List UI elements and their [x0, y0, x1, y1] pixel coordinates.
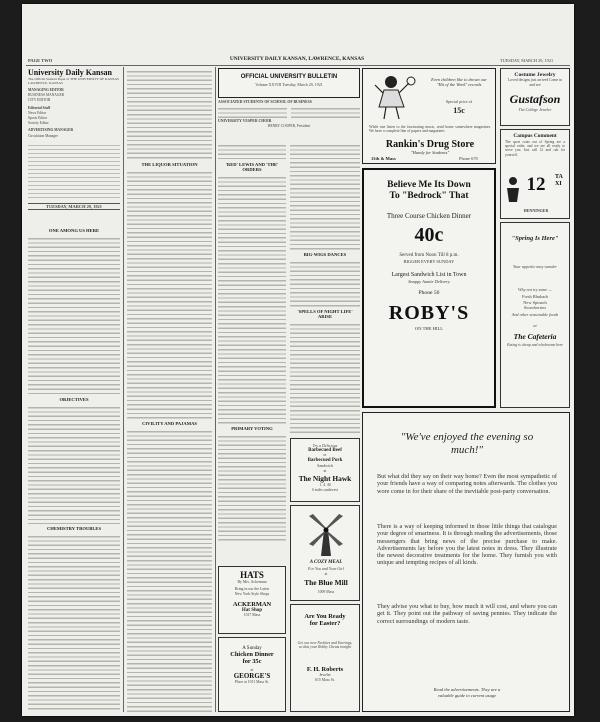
- nighthawk-foot: 6 miles southwest: [312, 488, 338, 493]
- cafeteria-title: "Spring Is Here": [511, 235, 559, 242]
- masthead: [28, 68, 120, 210]
- robys-delivery: Snappy Auntie Delivery: [408, 279, 450, 284]
- taxi-number: 12: [526, 174, 546, 195]
- rankins-tagline: "Handy for Students": [410, 150, 450, 155]
- taxi-ad: [500, 129, 570, 219]
- notice-footer: Read the advertisements. They are a: [433, 687, 501, 692]
- rankins-name: Rankin's Drug Store: [385, 139, 475, 150]
- girl-illustration-icon: [371, 73, 417, 123]
- cafeteria-foot: Eating is cheap and wholesome here: [507, 343, 563, 348]
- page-number: PAGE TWO: [28, 58, 53, 63]
- robys-line-2: To "Bedrock" That: [389, 191, 469, 201]
- nighthawk-line: at: [323, 468, 327, 473]
- editorial-date: TUESDAY, MARCH 29, 1921: [28, 203, 120, 210]
- editorial-heading: ONE AMONG US HERE: [48, 228, 100, 233]
- editorial-heading: BIG-WIGS DANCES: [303, 252, 347, 257]
- editorial-heading: THE LIQUOR SITUATION: [141, 162, 198, 167]
- staff-listing-block: [28, 142, 120, 200]
- robys-dinner: Three Course Chicken Dinner: [386, 212, 472, 220]
- cafeteria-text: Your appetite may wander: [513, 264, 557, 269]
- gustafson-sub: Loved designs just arrived Come in and see: [507, 78, 563, 88]
- notice-quote: "We've enjoyed the evening so much!": [400, 431, 534, 456]
- night-hawk-ad: [290, 438, 360, 502]
- windmill-icon: [301, 512, 351, 556]
- staff-line: ADVERTISING MANAGER: [28, 128, 74, 133]
- editorial-heading: OBJECTIVES: [59, 397, 89, 402]
- roberts-trade: Jeweler: [319, 672, 331, 677]
- notice-footer: valuable guide to current usage: [437, 693, 497, 698]
- rankins-special: Special price of: [445, 99, 473, 104]
- rankins-address: 11th & Mass: [371, 156, 396, 161]
- robys-sunday: BIGGER EVERY SUNDAY: [403, 259, 455, 264]
- cafeteria-item: Strawberries: [523, 304, 547, 310]
- georges-line: at: [250, 667, 254, 672]
- gustafson-name: Gustafson: [509, 92, 561, 107]
- robys-phone: Phone 50: [418, 290, 440, 296]
- nighthawk-line: Sandwich: [317, 463, 333, 469]
- issue-date: TUESDAY, MARCH 29, 1921: [500, 58, 554, 63]
- campus-title: Campus Comment: [513, 133, 557, 139]
- bulletin-heading: UNIVERSITY VESPER CHOIR: [218, 119, 272, 124]
- robys-sandwich: Largest Sandwich List in Town: [391, 272, 467, 278]
- hats-title: HATS: [240, 570, 264, 580]
- roberts-ad: [290, 604, 360, 712]
- notice-paragraph: They advise you what to buy, how much it will cost, and where you can get it. They point out the pathway of saving pennies. They indicate the correct surroundings of modern taste.: [377, 603, 557, 625]
- cafeteria-text: And other seasonable foods: [511, 312, 559, 318]
- bulletin-heading: ASSOCIATED STUDENTS OF SCHOOL OF BUSINESS: [218, 100, 312, 104]
- georges-line: Chicken Dinner: [230, 651, 274, 658]
- georges-line: for 35c: [242, 658, 262, 665]
- hats-shop: ACKERMAN: [232, 600, 272, 608]
- taxi-label: TAXI: [555, 174, 563, 187]
- nighthawk-line: Barbecued Pork: [307, 458, 343, 464]
- staff-line: Circulation Manager: [28, 133, 58, 138]
- cafeteria-item: Fresh Rhubarb: [522, 294, 548, 300]
- nighthawk-address: 1. 4. 40: [319, 482, 331, 487]
- column-2-text: [127, 68, 212, 712]
- staff-line: CITY EDITOR: [28, 98, 51, 103]
- campus-body: The sport coats out of Spring are a special order, and we are all ready to serve you. Just call 12 and cab for yourself.: [505, 140, 565, 157]
- running-head: UNIVERSITY DAILY KANSAN, LAWRENCE, KANSAS: [229, 56, 365, 62]
- georges-address: Place at 1011 Mass St.: [234, 680, 270, 685]
- georges-name: GEORGE'S: [233, 672, 271, 681]
- notice-paragraph: But what did they say on their way home? Even the most sympathetic of your friends have a way of comparing notes afterwards. The clothes you wore come in for their share of the inevitable post-party conversation.: [377, 473, 557, 495]
- bluemill-address: 1009 Mass: [317, 590, 335, 594]
- nighthawk-name: The Night Hawk: [298, 473, 352, 483]
- bulletin-volume: Volume XXVIII Tuesday, March 29, 1921: [255, 82, 323, 87]
- hats-line: By Mrs. Ackerman: [237, 580, 267, 584]
- staff-line: News Editor: [28, 110, 47, 115]
- staff-line: Editorial Staff: [28, 105, 51, 110]
- cafeteria-text: Why not try some —: [518, 287, 552, 293]
- georges-ad: [218, 637, 286, 712]
- roberts-text: Get our new Neckties and Earrings, so that your Robby Cheats tonight: [297, 641, 353, 650]
- editorial-heading: 'RED' LEWIS AND 'THE' ORDERS: [225, 162, 279, 172]
- masthead-subtitle: The Official Student Paper of THE UNIVERSITY OF KANSAS LAWRENCE, KANSAS: [28, 77, 119, 85]
- cafeteria-item: New Spinach: [523, 299, 547, 305]
- taxi-company: HENNINGER: [523, 208, 549, 213]
- rankins-phone: Phone 678: [459, 156, 478, 161]
- bluemill-line: at: [324, 572, 328, 576]
- rankins-caption: Even children like to drown our "Hit of the Week" records: [431, 77, 487, 88]
- cafeteria-ad: [500, 222, 570, 408]
- nighthawk-line: or: [323, 453, 327, 458]
- roberts-name: F. H. Roberts: [306, 665, 344, 673]
- cafeteria-name: The Cafeteria: [513, 332, 557, 342]
- masthead-title: University Daily Kansan: [28, 68, 113, 77]
- editorial-heading: CIVILITY AND PAJAMAS: [142, 421, 197, 426]
- staff-line: Society Editor: [28, 121, 49, 126]
- hats-address: 1017 Mass: [243, 612, 261, 617]
- nighthawk-line: Try a Delicious: [312, 443, 338, 448]
- gustafson-ad: [500, 68, 570, 126]
- staff-line: MANAGING EDITOR: [28, 88, 64, 92]
- bulletin-title: OFFICIAL UNIVERSITY BULLETIN: [240, 74, 338, 80]
- nighthawk-line: Barbecued Beef: [308, 448, 342, 454]
- rankins-note: While one listen to the fascinating music, send home somewhere magazines. We have a complete line of papers and magazines: [369, 125, 491, 134]
- hats-ad: [218, 566, 286, 634]
- bulletin-header: [218, 68, 360, 98]
- column-4-text: [290, 142, 360, 434]
- editorial-heading: 'SPELLS OF NIGHT LIFE' ARISE: [297, 309, 353, 319]
- notice-paragraph: There is a way of keeping informed in those little things that catalogue your degree of smartness. It is through reading the advertisements, those messengers that bring news of the precise purchase to make. Advertisements lay before you the latest notes in dress. They illustrate the newest decorative treatments for the home. They furnish you with unique and tempting recipes of all kinds.: [377, 523, 557, 567]
- robys-price: 40c: [414, 224, 444, 246]
- roberts-address: 615 Mass St.: [315, 678, 335, 683]
- editorial-heading: PRIMARY VOTING: [231, 426, 273, 431]
- bluemill-line: For You and Your Girl: [308, 566, 344, 571]
- robys-line-1: Believe Me Its Down: [387, 180, 471, 190]
- gustafson-foot: The College Jeweler: [518, 107, 552, 113]
- rankins-ad: [362, 68, 496, 164]
- bulletin-signature: HENRY COOPER, President: [267, 124, 311, 129]
- bluemill-name: The Blue Mill: [304, 578, 348, 587]
- bulletin-notices: [218, 100, 360, 140]
- robys-name: ROBY'S: [388, 302, 470, 324]
- cafeteria-text: at: [533, 323, 537, 329]
- column-1-text: [28, 226, 120, 710]
- robys-hours: Served from Noon Till 8 p.m.: [399, 253, 459, 258]
- bluemill-line: A COZY MEAL: [309, 560, 343, 565]
- blue-mill-ad: [290, 505, 360, 601]
- gustafson-top: Costume Jewelry: [514, 72, 556, 78]
- roberts-line: Are You Ready: [304, 613, 346, 620]
- staff-line: BUSINESS MANAGER: [28, 93, 65, 98]
- hats-line: Bring in our the Latest: [234, 587, 270, 592]
- staff-line: Sports Editor: [28, 116, 48, 121]
- rankins-price: 15c: [453, 106, 465, 115]
- robys-location: ON THE HILL: [414, 326, 444, 331]
- hats-shop-label: Hat Shop: [241, 607, 263, 613]
- editorial-heading: CHEMISTRY TROUBLES: [46, 526, 102, 531]
- advertising-notice: [362, 412, 570, 712]
- hats-line: New York Style Shops: [234, 592, 270, 597]
- newspaper-page: [22, 4, 574, 716]
- robys-ad: [362, 168, 496, 408]
- person-silhouette-icon: [505, 176, 521, 202]
- roberts-line: for Easter?: [309, 620, 341, 627]
- georges-line: A Sunday: [242, 646, 262, 651]
